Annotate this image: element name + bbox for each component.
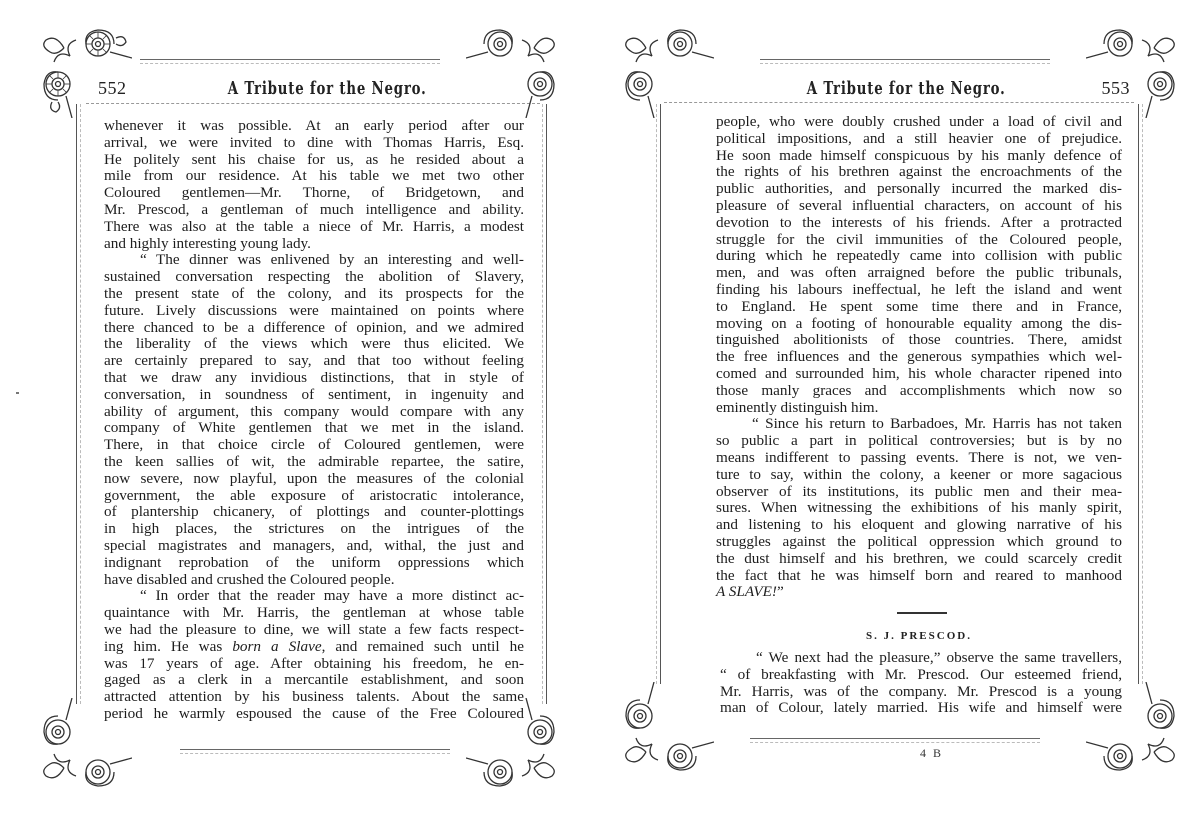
frame-bottom-line-inner [180, 753, 450, 754]
text-line: there chanced to be a difference of opinion, and we admired [104, 318, 524, 336]
section-divider-rule [897, 612, 947, 614]
frame-top-line [140, 59, 440, 60]
text-line: in high places, the strictures on the intrigues of the [104, 520, 524, 538]
text-line: attracted attention by his business talents. About the same [104, 688, 524, 706]
text-line: struggles against the political oppression which ground to [716, 532, 1122, 550]
text-line: to England. He spent some time there and in France, [716, 297, 1122, 315]
text-line: indignant reprobation of the uniform oppressions which [104, 553, 524, 571]
text-line: we had the pleasure to dine, we will state a few facts respect- [104, 620, 524, 638]
ornament-corner-top-left [618, 22, 714, 118]
text-line: are certainly prepared to say, and that too without feeling [104, 352, 524, 370]
text-line: and listening to his eloquent and glowing narrative of his [716, 516, 1122, 534]
page-number: 553 [1101, 77, 1130, 98]
text-line: of plantership chicanery, of plottings and counter-plottings [104, 503, 524, 521]
italic-emphasis: born a Slave [232, 637, 322, 655]
text-fragment: , and remained such until he [321, 637, 524, 655]
text-line: the free influences and the generous sympathies which wel- [716, 348, 1122, 366]
text-line: sures. When witnessing the exhibitions of his manly spirit, [716, 499, 1122, 517]
text-line: the keen sallies of wit, the admirable repartee, the satire, [104, 452, 524, 470]
frame-bottom-line-inner [750, 742, 1040, 743]
page-number: 552 [98, 77, 127, 98]
text-line: observer of its institutions, its public men and their mea- [716, 482, 1122, 500]
ink-speck [16, 392, 19, 394]
text-line: man of Colour, lately married. His wife and himself were [720, 699, 1122, 717]
text-line: ability of argument, this company would compare with any [104, 402, 524, 420]
text-line: whenever it was possible. At an early period after our [104, 117, 524, 134]
text-line: the dust himself and his brethren, we could scarcely credit [716, 549, 1122, 567]
text-line [104, 639, 524, 656]
text-line: struggle for the civil immunities of the Coloured people, [716, 230, 1122, 248]
frame-right-line [546, 104, 547, 704]
text-line: political impositions, and a still heavier one of prejudice. [716, 129, 1122, 147]
text-line: He soon made himself conspicuous by his manly defence of [716, 146, 1122, 164]
text-line: Mr. Harris, was of the company. Mr. Prescod is a young [720, 682, 1122, 700]
text-line: future. Lively discussions were maintained on points where [104, 301, 524, 319]
text-line: arrival, we were invited to dine with Thomas Harris, Esq. [104, 133, 524, 151]
text-line: pleasure of several influential characters, on account of his [716, 196, 1122, 214]
frame-top-line-inner [760, 63, 1050, 64]
text-line: There, in that choice circle of Coloured gentlemen, were [104, 436, 524, 454]
frame-top-line [760, 59, 1050, 60]
text-line: He politely sent his chaise for us, as he resided about a [104, 150, 524, 168]
text-line: sustained conversation respecting the abolition of Slavery, [104, 268, 524, 286]
text-line: tinguished abolitionists of those countries. There, amidst [716, 331, 1122, 349]
frame-bottom-line [180, 749, 450, 750]
text-fragment: ” [776, 583, 784, 601]
frame-left-line-inner [656, 104, 657, 684]
frame-top-line-inner [140, 63, 440, 64]
text-line: have disabled and crushed the Coloured people. [104, 570, 395, 588]
text-line: eminently distinguish him. [716, 398, 879, 416]
text-line: comed and surrounded him, his whole character ripened into [716, 364, 1122, 382]
text-line: the fact that he was himself born and reared to manhood [716, 566, 1122, 584]
text-line: moving on a footing of honourable equality among the dis- [716, 314, 1122, 332]
frame-right-line-inner [1142, 104, 1143, 684]
text-line: that we draw any invidious distinctions, that in style of [104, 368, 524, 386]
text-line: those manly graces and accomplishments which now so [716, 381, 1122, 399]
text-line: “ The dinner was enlivened by an interesting and well- [140, 251, 524, 269]
scroll-ornament-icon [618, 682, 714, 778]
text-line: conversation, in soundness of sentiment, in ingenuity and [104, 385, 524, 403]
text-line: the present state of the colony, and its prospects for the [104, 284, 524, 302]
section-heading: S. J. PRESCOD. [866, 630, 972, 642]
ornament-corner-top-left [36, 22, 132, 118]
text-line: mile from our residence. At his table we met two other [104, 167, 524, 185]
body-text [716, 114, 1122, 601]
page-header [710, 74, 1130, 102]
text-line: government, the able exposure of aristocratic intolerance, [104, 486, 524, 504]
text-line [716, 584, 1122, 601]
scroll-ornament-icon [1086, 22, 1182, 118]
text-line: special magistrates and managers, and, withal, the just and [104, 536, 524, 554]
frame-left-line [76, 104, 77, 704]
page-header [98, 74, 528, 102]
right-page [600, 0, 1200, 816]
scroll-ornament-icon [618, 22, 714, 118]
text-line: “ Since his return to Barbadoes, Mr. Harris has not taken [752, 415, 1122, 433]
frame-right-line-inner [542, 104, 543, 704]
text-line: public authorities, and personally incurred the marked dis- [716, 180, 1122, 198]
running-title: A Tribute for the Negro. [227, 77, 427, 99]
text-line: period he warmly espoused the cause of the Free Coloured [104, 704, 524, 722]
frame-left-line [660, 104, 661, 684]
running-title: A Tribute for the Negro. [806, 77, 1006, 99]
text-line: gaged as a clerk in a mercantile establishment, and soon [104, 671, 524, 689]
text-line: the rights of his brethren against the encroachments of the [716, 163, 1122, 181]
text-line: men, and was often arraigned before the public tribunals, [716, 264, 1122, 282]
text-line: now severe, now playful, upon the measures of the colonial [104, 469, 524, 487]
section-body-text [720, 650, 1122, 717]
text-line: was 17 years of age. After obtaining his freedom, he en- [104, 654, 524, 672]
text-line: Coloured gentlemen—Mr. Thorne, of Bridgetown, and [104, 184, 524, 202]
text-line: ture to say, within the colony, a keener or more sagacious [716, 465, 1122, 483]
signature-mark: 4 B [920, 746, 944, 760]
text-line: “ of breakfasting with Mr. Prescod. Our esteemed friend, [720, 665, 1122, 683]
text-line: so public a part in political controversies; but is by no [716, 432, 1122, 450]
ornament-corner-top-right [466, 22, 562, 118]
text-line: company of White gentlemen that we met in the island. [104, 419, 524, 437]
text-fragment: ing him. He was [104, 637, 233, 655]
text-line: Mr. Prescod, a gentleman of much intelligence and ability. [104, 200, 524, 218]
italic-emphasis: A SLAVE! [716, 583, 777, 601]
text-line: “ In order that the reader may have a more distinct ac- [140, 587, 524, 605]
header-rule [664, 102, 1134, 103]
scroll-ornament-icon [466, 22, 562, 118]
text-line: during which he repeatedly came into collision with public [716, 247, 1122, 265]
text-line: and highly interesting young lady. [104, 234, 311, 252]
frame-right-line [1138, 104, 1139, 684]
text-line: finding his labours ineffectual, he left the island and went [716, 280, 1122, 298]
scroll-ornament-icon [36, 22, 132, 118]
text-line: devotion to the interests of his friends. After a protracted [716, 213, 1122, 231]
text-line: the liberality of the views which were thus elicited. We [104, 335, 524, 353]
text-line: “ We next had the pleasure,” observe the same travellers, [756, 649, 1122, 666]
ornament-corner-bottom-left [618, 682, 714, 778]
text-line: There was also at the table a niece of Mr. Harris, a modest [104, 217, 524, 235]
text-line: quaintance with Mr. Harris, the gentleman at whose table [104, 604, 524, 622]
ornament-corner-top-right [1086, 22, 1182, 118]
body-text [104, 118, 524, 723]
text-line: people, who were doubly crushed under a load of civil and [716, 113, 1122, 130]
frame-bottom-line [750, 738, 1040, 739]
frame-left-line-inner [80, 104, 81, 704]
text-line: means indifferent to passing events. There is not, we ven- [716, 448, 1122, 466]
